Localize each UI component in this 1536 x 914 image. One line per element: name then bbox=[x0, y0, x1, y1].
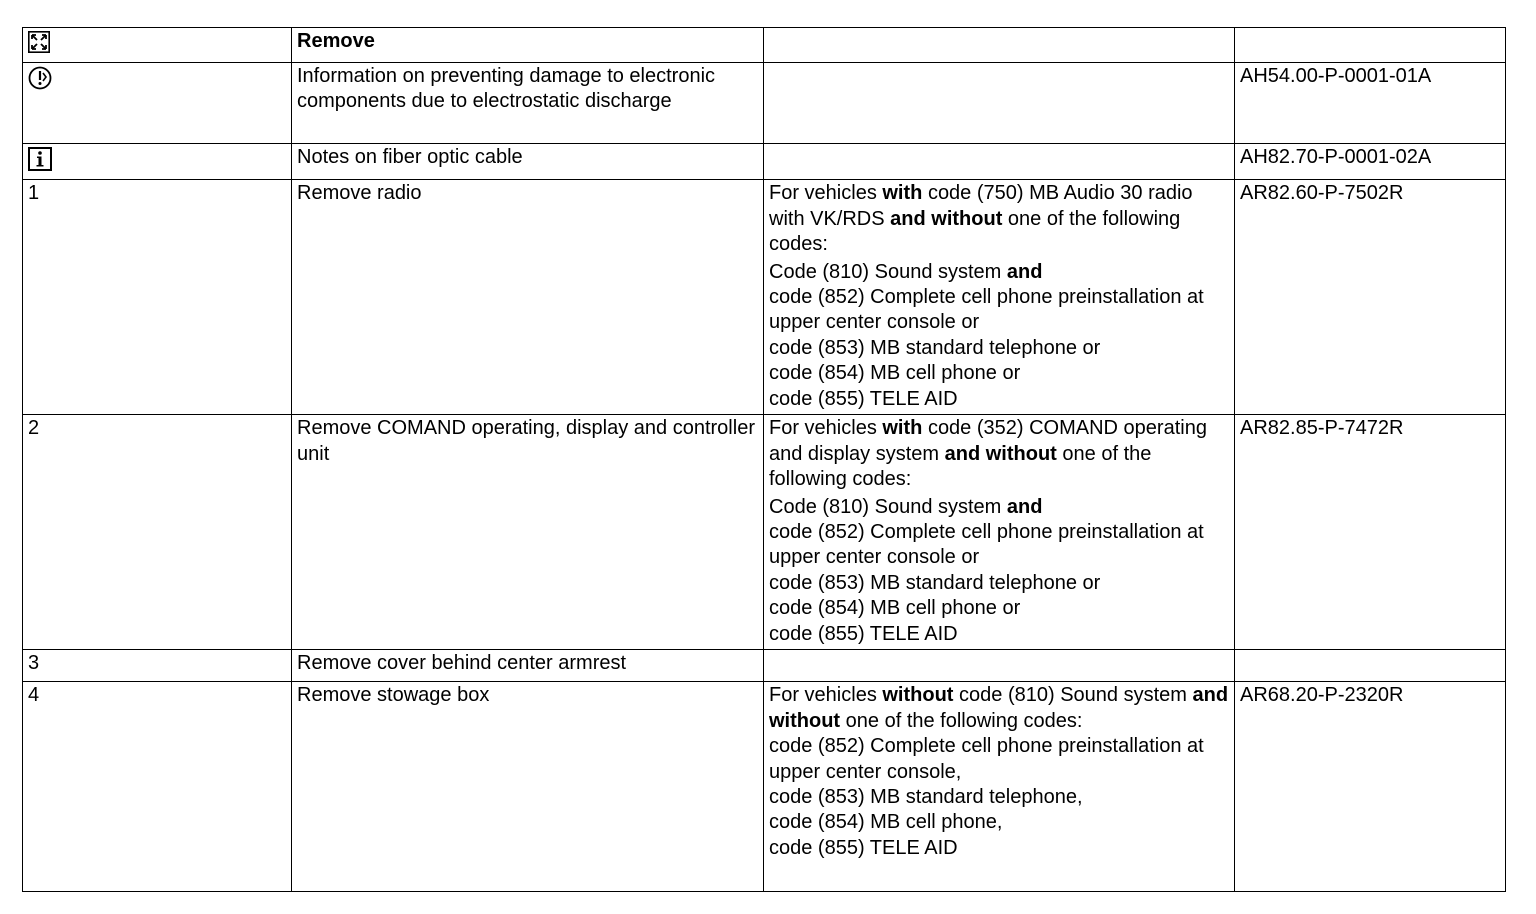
condition-emphasis: and bbox=[1006, 260, 1043, 283]
icon-cell bbox=[23, 63, 292, 144]
condition-emphasis: and without bbox=[890, 207, 1003, 230]
header-icon-cell bbox=[23, 28, 292, 63]
reference-link[interactable]: AR82.85-P-7472R bbox=[1235, 415, 1506, 650]
table-row bbox=[23, 63, 1506, 144]
condition-cell bbox=[764, 650, 1235, 682]
table-row bbox=[23, 682, 1506, 892]
header-row bbox=[23, 28, 1506, 63]
condition-emphasis: with bbox=[882, 182, 923, 205]
code-line: code (853) MB standard telephone or bbox=[769, 571, 1101, 594]
reference-link[interactable]: AR82.60-P-7502R bbox=[1235, 180, 1506, 415]
condition-cell bbox=[764, 180, 1235, 415]
code-line: Code (810) Sound system bbox=[769, 260, 1002, 283]
code-line: code (855) TELE AID bbox=[769, 622, 958, 645]
condition-emphasis: without bbox=[882, 684, 954, 707]
condition-emphasis: and without bbox=[944, 442, 1057, 465]
condition-text: code (810) Sound system bbox=[959, 684, 1187, 707]
code-line: code (855) TELE AID bbox=[769, 387, 958, 410]
code-line: code (852) Complete cell phone preinstallation at upper center console or bbox=[769, 286, 1204, 334]
header-empty-cell bbox=[1235, 28, 1506, 63]
step-number: 3 bbox=[23, 650, 292, 682]
step-text: Remove stowage box bbox=[292, 682, 764, 892]
condition-text: one of the following codes: bbox=[845, 709, 1083, 732]
condition-text: code (352) COMAND operating and display system bbox=[769, 417, 1207, 465]
condition-text: one of the following codes: bbox=[769, 442, 1152, 491]
condition-text: For vehicles bbox=[769, 182, 877, 205]
condition-text: For vehicles bbox=[769, 417, 877, 440]
condition-emphasis: with bbox=[882, 417, 923, 440]
condition-cell bbox=[764, 63, 1235, 144]
reference-cell bbox=[1235, 650, 1506, 682]
code-line: code (852) Complete cell phone preinstallation at upper center console, bbox=[769, 735, 1204, 783]
step-text: Information on preventing damage to electronic components due to electrostatic discharge bbox=[292, 63, 764, 144]
condition-cell bbox=[764, 415, 1235, 650]
reference-link[interactable]: AH54.00-P-0001-01A bbox=[1235, 63, 1506, 144]
code-line: code (853) MB standard telephone or bbox=[769, 336, 1101, 359]
table-row bbox=[23, 650, 1506, 682]
condition-emphasis: and without bbox=[769, 684, 1229, 732]
condition-text: one of the following codes: bbox=[769, 207, 1181, 256]
remove-icon bbox=[28, 31, 50, 60]
step-text: Remove COMAND operating, display and controller unit bbox=[292, 415, 764, 650]
code-line: code (854) MB cell phone, bbox=[769, 811, 1003, 834]
condition-cell bbox=[764, 682, 1235, 892]
code-line: code (855) TELE AID bbox=[769, 836, 958, 859]
table-row bbox=[23, 415, 1506, 650]
step-number: 2 bbox=[23, 415, 292, 650]
info-icon bbox=[28, 147, 52, 178]
step-text: Remove cover behind center armrest bbox=[292, 650, 764, 682]
procedure-table bbox=[22, 27, 1506, 892]
step-number: 4 bbox=[23, 682, 292, 892]
condition-emphasis: and bbox=[1006, 495, 1043, 518]
step-number: 1 bbox=[23, 180, 292, 415]
header-title: Remove bbox=[292, 28, 764, 63]
code-line: Code (810) Sound system bbox=[769, 495, 1002, 518]
condition-text: For vehicles bbox=[769, 684, 877, 707]
reference-link[interactable]: AH82.70-P-0001-02A bbox=[1235, 144, 1506, 180]
reference-link[interactable]: AR68.20-P-2320R bbox=[1235, 682, 1506, 892]
code-line: code (853) MB standard telephone, bbox=[769, 786, 1083, 809]
step-text: Remove radio bbox=[292, 180, 764, 415]
code-line: code (854) MB cell phone or bbox=[769, 597, 1021, 620]
condition-text: code (750) MB Audio 30 radio with VK/RDS bbox=[769, 182, 1193, 230]
table-row bbox=[23, 180, 1506, 415]
code-line: code (852) Complete cell phone preinstallation at upper center console or bbox=[769, 521, 1204, 569]
code-line: code (854) MB cell phone or bbox=[769, 362, 1021, 385]
icon-cell bbox=[23, 144, 292, 180]
condition-cell bbox=[764, 144, 1235, 180]
procedure-page bbox=[22, 27, 1505, 892]
header-empty-cell bbox=[764, 28, 1235, 63]
step-text: Notes on fiber optic cable bbox=[292, 144, 764, 180]
table-row bbox=[23, 144, 1506, 180]
esd-warning-icon bbox=[28, 66, 52, 97]
